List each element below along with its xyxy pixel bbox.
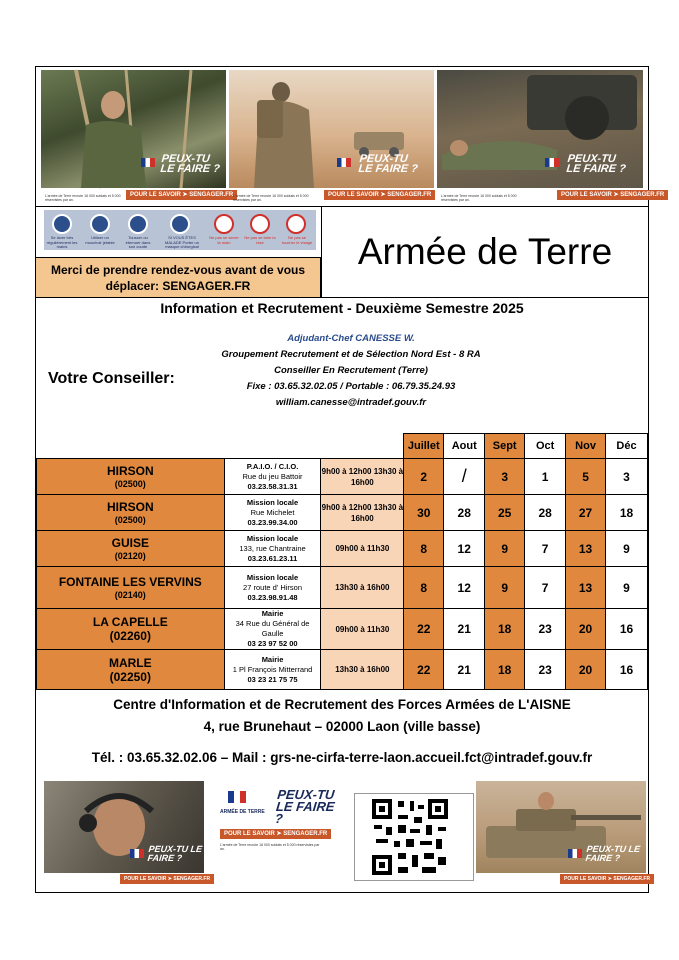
banner-caption: L'armée de Terre recrute 16 000 soldats et 5 000 réservistes par an. (441, 194, 517, 202)
hygiene-label: Tousser ou éternuer dans son coude (125, 235, 151, 249)
venue-phone: 03.23.99.34.00 (247, 517, 298, 527)
banner-slogan: PEUX-TU LE FAIRE ? (585, 844, 641, 863)
month-header: Sept (485, 434, 525, 459)
schedule-row (37, 650, 648, 690)
city-name: MARLE (108, 655, 152, 670)
venue-cell (224, 459, 321, 495)
sengager-link[interactable]: POUR LE SAVOIR ➤ SENGAGER.FR (560, 874, 654, 884)
date-cell: 9 (485, 531, 525, 567)
banner-slogan: PEUX-TU LE FAIRE ? (159, 153, 221, 175)
top-banners (36, 67, 665, 207)
recruit-banner-1 (41, 70, 234, 202)
city-name: HIRSON (106, 463, 154, 478)
cirfa-name: Centre d'Information et de Recrutement des Forces Armées de L'AISNE (113, 697, 571, 712)
date-cell: 28 (444, 495, 485, 531)
venue-cell (224, 531, 321, 567)
date-cell: 20 (566, 650, 606, 690)
advisor-phones: Fixe : 03.65.32.02.05 / Portable : 06.79.35.24.93 (246, 381, 456, 392)
city-postcode: (02500) (114, 514, 146, 525)
city-name: HIRSON (106, 499, 154, 514)
date-cell: 1 (525, 459, 566, 495)
date-cell: 3 (606, 459, 648, 495)
schedule-row (37, 609, 648, 650)
venue-phone: 03 23 21 75 75 (247, 674, 298, 684)
schedule-row (37, 567, 648, 609)
opening-hours: 13h30 à 16h00 (321, 650, 404, 690)
flag-icon (337, 158, 351, 167)
city-postcode: (02140) (114, 589, 146, 600)
recruit-banner-2 (229, 70, 434, 202)
city-cell (37, 531, 225, 567)
date-cell: 12 (444, 531, 485, 567)
date-cell: 27 (566, 495, 606, 531)
banner-caption: L'armée de Terre recrute 16 000 soldats et 5 000 réservistes par an. (220, 843, 320, 851)
date-cell: 21 (444, 650, 485, 690)
divider (36, 297, 648, 298)
city-name: FONTAINE LES VERVINS (58, 574, 202, 589)
date-cell: 13 (566, 567, 606, 609)
sengager-link[interactable]: POUR LE SAVOIR ➤ SENGAGER.FR (557, 190, 668, 200)
city-postcode: (02120) (114, 550, 146, 561)
wash-hands-icon (52, 214, 72, 234)
venue-cell (224, 609, 321, 650)
flag-icon (568, 849, 582, 858)
advisor-role: Conseiller En Recrutement (Terre) (274, 365, 428, 376)
flag-icon (141, 158, 155, 167)
hygiene-label: Ne pas se toucher le visage (281, 235, 313, 245)
cirfa-address: 4, rue Brunehaut – 02000 Laon (ville basse) (203, 719, 481, 734)
opening-hours: 13h30 à 16h00 (321, 567, 404, 609)
sengager-link[interactable]: POUR LE SAVOIR ➤ SENGAGER.FR (126, 190, 237, 200)
appointment-notice (36, 257, 321, 297)
advisor-group: Groupement Recrutement et de Sélection Nord Est - 8 RA (221, 349, 481, 360)
month-header: Aout (444, 434, 485, 459)
venue-venue: Mission locale (246, 533, 299, 543)
date-cell: 18 (606, 495, 648, 531)
date-cell: 7 (525, 531, 566, 567)
date-cell: 25 (485, 495, 525, 531)
month-header: Déc (606, 434, 648, 459)
recruit-banner-3 (437, 70, 665, 202)
date-cell: 18 (485, 609, 525, 650)
sengager-link[interactable]: POUR LE SAVOIR ➤ SENGAGER.FR (220, 829, 331, 839)
city-cell (37, 609, 225, 650)
date-cell: 9 (606, 531, 648, 567)
venue-address: 27 route d' Hirson (243, 582, 303, 592)
city-cell (37, 495, 225, 531)
date-cell: / (444, 459, 485, 495)
schedule-row (37, 495, 648, 531)
date-cell: 23 (525, 650, 566, 690)
date-cell: 3 (485, 459, 525, 495)
venue-address: Rue du jeu Battoir (242, 471, 303, 481)
recruit-banner-5 (476, 781, 651, 885)
date-cell: 8 (404, 567, 444, 609)
city-postcode: (02260) (109, 629, 151, 643)
flag-icon (130, 849, 144, 858)
no-face-touch-icon (286, 214, 306, 234)
date-cell: 23 (525, 609, 566, 650)
venue-phone: 03.23.61.23.11 (247, 553, 298, 563)
opening-hours: 9h00 à 12h00 13h30 à 16h00 (321, 495, 404, 531)
opening-hours: 9h00 à 12h00 13h30 à 16h00 (321, 459, 404, 495)
city-cell (37, 459, 225, 495)
recruit-logo-block (216, 783, 346, 865)
venue-venue: P.A.I.O. / C.I.O. (246, 461, 299, 471)
flag-icon (228, 791, 246, 803)
sengager-link[interactable]: POUR LE SAVOIR ➤ SENGAGER.FR (120, 874, 214, 884)
date-cell: 20 (566, 609, 606, 650)
date-cell: 7 (525, 567, 566, 609)
date-cell: 5 (566, 459, 606, 495)
schedule-table (36, 433, 648, 690)
cirfa-contact[interactable]: Tél. : 03.65.32.02.06 – Mail : grs-ne-cirfa-terre-laon.accueil.fct@intradef.gouv.fr (91, 750, 593, 765)
divider (36, 689, 648, 690)
hygiene-label: Se laver très régulièrement les mains (46, 235, 78, 249)
banner-slogan: PEUX-TU LE FAIRE ? (274, 787, 336, 826)
notice-line-2: déplacer: SENGAGER.FR (105, 279, 251, 293)
month-header: Juillet (404, 434, 444, 459)
date-cell: 8 (404, 531, 444, 567)
city-name: GUISE (111, 535, 149, 550)
date-cell: 12 (444, 567, 485, 609)
city-postcode: (02500) (114, 478, 146, 489)
mask-icon (170, 214, 190, 234)
month-header: Nov (566, 434, 606, 459)
schedule-row (37, 459, 648, 495)
schedule-row (37, 531, 648, 567)
date-cell: 9 (485, 567, 525, 609)
date-cell: 9 (606, 567, 648, 609)
venue-venue: Mairie (261, 654, 284, 664)
page-title: Armée de Terre (321, 207, 648, 297)
city-cell (37, 650, 225, 690)
advisor-block (186, 331, 516, 411)
brand-label: ARMÉE DE TERRE (220, 809, 265, 815)
city-cell (37, 567, 225, 609)
city-postcode: (02250) (109, 669, 151, 684)
venue-address: Rue Michelet (250, 507, 295, 517)
date-cell: 18 (485, 650, 525, 690)
recruit-banner-4 (44, 781, 211, 885)
date-cell: 16 (606, 609, 648, 650)
flyer-sheet (35, 66, 665, 893)
hygiene-label: Ne pas se faire la bise (244, 235, 276, 245)
city-name: LA CAPELLE (92, 615, 168, 629)
venue-venue: Mairie (261, 609, 284, 618)
venue-cell (224, 650, 321, 690)
notice-line-1: Merci de prendre rendez-vous avant de vous (50, 263, 306, 277)
banner-slogan: PEUX-TU LE FAIRE ? (147, 844, 203, 863)
no-handshake-icon (214, 214, 234, 234)
sengager-link[interactable]: POUR LE SAVOIR ➤ SENGAGER.FR (324, 190, 435, 200)
date-cell: 30 (404, 495, 444, 531)
venue-phone: 03 23 97 52 00 (247, 639, 298, 648)
opening-hours: 09h00 à 11h30 (321, 531, 404, 567)
banner-slogan: PEUX-TU LE FAIRE ? (357, 153, 419, 175)
qr-code[interactable] (354, 793, 474, 881)
venue-cell (224, 567, 321, 609)
date-cell: 22 (404, 650, 444, 690)
date-cell: 22 (404, 609, 444, 650)
tissue-icon (90, 214, 110, 234)
hygiene-label: Utiliser un mouchoir jetable (85, 235, 115, 245)
advisor-label: Votre Conseiller: (48, 370, 175, 387)
qr-code-image (355, 794, 473, 880)
venue-cell (224, 495, 321, 531)
month-header: Oct (525, 434, 566, 459)
venue-venue: Mission locale (246, 497, 299, 507)
banner-slogan: PEUX-TU LE FAIRE ? (565, 153, 627, 175)
hygiene-gestures-strip (44, 210, 316, 250)
date-cell: 28 (525, 495, 566, 531)
cirfa-block (36, 694, 648, 738)
hygiene-label: Ne pas se serrer la main (209, 235, 239, 245)
venue-address: 1 Pl François Mitterrand (232, 664, 313, 674)
hygiene-label: SI VOUS ÊTES MALADE Porter un masque chirurgical (164, 235, 199, 249)
no-kiss-icon (250, 214, 270, 234)
banner-caption: L'armée de Terre recrute 16 000 soldats et 5 000 réservistes par an. (233, 194, 309, 202)
venue-address: 34 Rue du Général de Gaulle (235, 619, 310, 638)
date-cell: 2 (404, 459, 444, 495)
banner-caption: L'armée de Terre recrute 16 000 soldats et 5 000 réservistes par an. (45, 194, 121, 202)
advisor-name: Adjudant-Chef CANESSE W. (287, 333, 415, 344)
date-cell: 13 (566, 531, 606, 567)
flag-icon (545, 158, 559, 167)
cough-elbow-icon (128, 214, 148, 234)
venue-address: 133, rue Chantraine (239, 543, 306, 553)
semester-title: Information et Recrutement - Deuxième Semestre 2025 (160, 300, 524, 316)
month-header-row (37, 434, 648, 459)
opening-hours: 09h00 à 11h30 (321, 609, 404, 650)
advisor-email[interactable]: william.canesse@intradef.gouv.fr (275, 397, 427, 408)
venue-venue: Mission locale (246, 572, 299, 582)
date-cell: 16 (606, 650, 648, 690)
venue-phone: 03.23.98.91.48 (247, 592, 298, 602)
venue-phone: 03.23.58.31.31 (247, 481, 298, 491)
date-cell: 21 (444, 609, 485, 650)
